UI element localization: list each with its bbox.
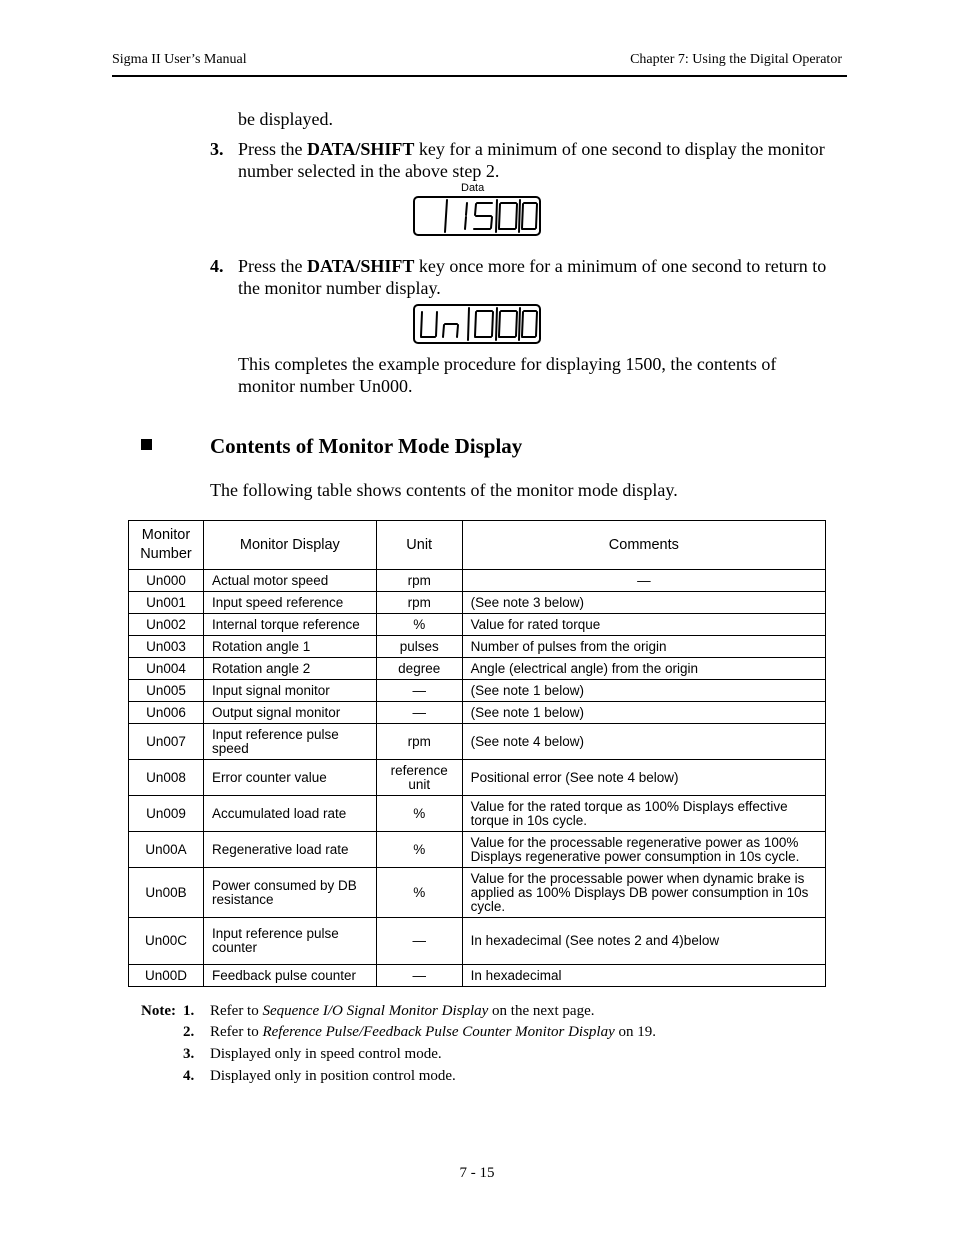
lcd-segment [496,200,497,232]
table-row [129,724,826,760]
cell-monitor-number: Un00D [129,965,204,987]
cell-comments: (See note 4 below) [462,724,825,760]
table-row [129,592,826,614]
note-number: 1. [183,1003,195,1019]
lcd-segment [436,312,437,336]
continuation-text: be displayed. [238,109,333,129]
cell-monitor-number: Un009 [129,796,204,832]
cell-unit: reference unit [376,760,462,796]
cell-unit: % [376,796,462,832]
cell-monitor-number: Un002 [129,614,204,636]
lcd-segment [499,312,500,336]
cell-comments: — [462,570,825,592]
lcd-segment [466,203,467,215]
table-header-row [129,521,826,570]
table-row [129,680,826,702]
table-row [129,570,826,592]
cell-unit: — [376,702,462,724]
page-number: 7 - 15 [459,1165,495,1181]
step-3-number: 3. [210,139,224,159]
note-text: Refer to Reference Pulse/Feedback Pulse Counter Monitor Display on 19. [210,1024,656,1040]
cell-unit: % [376,832,462,868]
cell-monitor-display: Feedback pulse counter [203,965,376,987]
cell-monitor-number: Un00C [129,918,204,965]
cell-monitor-display: Rotation angle 1 [203,636,376,658]
lcd-segment [421,312,422,336]
header-manual-title: Sigma II User’s Manual [112,52,247,67]
cell-monitor-display: Input signal monitor [203,680,376,702]
cell-comments: (See note 1 below) [462,680,825,702]
cell-monitor-number: Un00A [129,832,204,868]
table-row [129,760,826,796]
cell-monitor-display: Input reference pulse counter [203,918,376,965]
cell-comments: Value for the processable power when dynamic brake is applied as 100% Displays DB power consumption in 10s cycle. [462,868,825,918]
table-row [129,918,826,965]
header-monitor-display: Monitor Display [203,521,376,570]
conclusion-text: This completes the example procedure for displaying 1500, the contents of monitor number Un000. [238,354,777,396]
section-lead-text: The following table shows contents of the monitor mode display. [210,480,678,500]
cell-unit: degree [376,658,462,680]
lcd-segment [519,308,520,340]
lcd-segment [496,308,497,340]
cell-monitor-number: Un006 [129,702,204,724]
header-comments: Comments [462,521,825,570]
cell-monitor-number: Un003 [129,636,204,658]
cell-unit: % [376,868,462,918]
cell-monitor-number: Un001 [129,592,204,614]
cell-comments: Value for the rated torque as 100% Displays effective torque in 10s cycle. [462,796,825,832]
header-monitor-number: Monitor Number [129,521,204,570]
cell-monitor-display: Input speed reference [203,592,376,614]
note-label: Note: [141,1003,176,1019]
table-row [129,832,826,868]
cell-monitor-display: Regenerative load rate [203,832,376,868]
lcd-segment [516,312,517,336]
data-shift-key-label: DATA/SHIFT [307,256,415,276]
cell-comments: Value for rated torque [462,614,825,636]
cell-monitor-display: Rotation angle 2 [203,658,376,680]
step-3-text: Press the DATA/SHIFT key for a minimum of one second to display the monitor number selected in the above step 2. [238,139,825,181]
data-shift-key-label: DATA/SHIFT [307,139,415,159]
cell-monitor-display: Input reference pulse speed [203,724,376,760]
cell-comments: (See note 3 below) [462,592,825,614]
cell-monitor-display: Output signal monitor [203,702,376,724]
cell-monitor-number: Un005 [129,680,204,702]
lcd-segment [468,308,469,340]
table-row [129,614,826,636]
cell-monitor-display: Internal torque reference [203,614,376,636]
note-reference: Sequence I/O Signal Monitor Display [262,1003,489,1019]
cell-comments: (See note 1 below) [462,702,825,724]
monitor-mode-table [128,520,826,987]
table-row [129,702,826,724]
lcd-segment [491,217,492,228]
lcd-segment [443,325,444,337]
lcd-segment [522,312,523,336]
cell-unit: — [376,965,462,987]
lcd-segment [519,200,520,232]
cell-comments: Value for the processable regenerative power as 100% Displays regenerative power consumption in 10s cycle. [462,832,825,868]
section-title: Contents of Monitor Mode Display [210,434,523,458]
note-text: Displayed only in position control mode. [210,1068,456,1084]
cell-monitor-display: Power consumed by DB resistance [203,868,376,918]
cell-monitor-number: Un000 [129,570,204,592]
cell-unit: rpm [376,724,462,760]
lcd-segment [457,325,458,337]
cell-unit: — [376,680,462,702]
header-unit: Unit [376,521,462,570]
header-divider [112,75,847,77]
lcd-segment [522,204,523,228]
display-caption: Data [461,182,485,194]
header-chapter-title: Chapter 7: Using the Digital Operator [630,52,842,67]
lcd-segment [475,204,476,215]
table-row [129,658,826,680]
note-number: 2. [183,1024,195,1040]
note-number: 4. [183,1068,195,1084]
cell-comments: In hexadecimal [462,965,825,987]
lcd-segment [445,200,447,232]
cell-comments: Positional error (See note 4 below) [462,760,825,796]
lcd-display-monitor-number [413,304,541,344]
cell-comments: Angle (electrical angle) from the origin [462,658,825,680]
cell-unit: pulses [376,636,462,658]
lcd-segment [516,204,517,228]
table-row [129,636,826,658]
cell-monitor-number: Un008 [129,760,204,796]
cell-monitor-number: Un004 [129,658,204,680]
step-4-text: Press the DATA/SHIFT key once more for a minimum of one second to return to the monitor number display. [238,256,827,298]
note-number: 3. [183,1046,195,1062]
cell-monitor-display: Error counter value [203,760,376,796]
cell-comments: Number of pulses from the origin [462,636,825,658]
section-bullet-icon [141,439,152,450]
lcd-display-data [413,196,541,236]
cell-unit: % [376,614,462,636]
cell-unit: rpm [376,592,462,614]
table-row [129,868,826,918]
cell-unit: — [376,918,462,965]
cell-monitor-display: Accumulated load rate [203,796,376,832]
lcd-segment [536,312,537,336]
note-text: Refer to Sequence I/O Signal Monitor Display on the next page. [210,1003,595,1019]
table-row [129,965,826,987]
lcd-segment [499,204,500,228]
step-4-number: 4. [210,256,224,276]
note-reference: Reference Pulse/Feedback Pulse Counter Monitor Display [262,1024,615,1040]
cell-comments: In hexadecimal (See notes 2 and 4)below [462,918,825,965]
cell-monitor-number: Un00B [129,868,204,918]
cell-monitor-number: Un007 [129,724,204,760]
table-row [129,796,826,832]
lcd-segment [492,312,493,336]
lcd-segment [475,312,476,336]
lcd-segment [465,217,466,229]
cell-monitor-display: Actual motor speed [203,570,376,592]
cell-unit: rpm [376,570,462,592]
lcd-segment [536,204,537,228]
note-text: Displayed only in speed control mode. [210,1046,442,1062]
